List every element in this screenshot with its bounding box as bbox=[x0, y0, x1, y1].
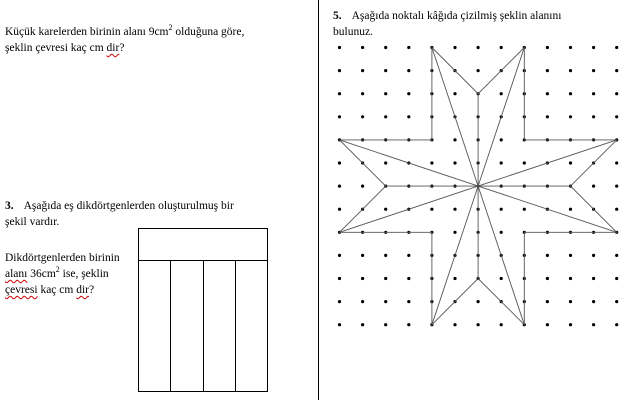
grid-dot bbox=[523, 161, 526, 164]
grid-dot bbox=[338, 208, 341, 211]
star-spoke bbox=[340, 186, 479, 232]
grid-dot bbox=[569, 161, 572, 164]
grid-dot bbox=[615, 208, 618, 211]
grid-dot bbox=[546, 69, 549, 72]
grid-dot bbox=[430, 208, 433, 211]
grid-dot bbox=[384, 46, 387, 49]
grid-dot bbox=[361, 277, 364, 280]
grid-dot bbox=[592, 254, 595, 257]
grid-dot bbox=[407, 46, 410, 49]
grid-dot bbox=[453, 231, 456, 234]
star-spoke bbox=[478, 48, 524, 187]
grid-dot bbox=[615, 323, 618, 326]
grid-dot bbox=[546, 46, 549, 49]
grid-dot bbox=[569, 115, 572, 118]
question-5-line1: Aşağıda noktalı kâğıda çizilmiş şeklin alanını bbox=[351, 10, 562, 22]
grid-dot bbox=[361, 69, 364, 72]
grid-dot bbox=[407, 277, 410, 280]
grid-dot bbox=[546, 300, 549, 303]
grid-dot bbox=[407, 92, 410, 95]
grid-dot bbox=[615, 115, 618, 118]
grid-dot bbox=[615, 185, 618, 188]
grid-dot bbox=[546, 115, 549, 118]
grid-dot bbox=[453, 161, 456, 164]
grid-dot bbox=[407, 300, 410, 303]
grid-dot bbox=[592, 115, 595, 118]
grid-dot bbox=[546, 277, 549, 280]
grid-dot bbox=[615, 92, 618, 95]
grid-dot bbox=[453, 323, 456, 326]
grid-dot bbox=[384, 323, 387, 326]
grid-dot bbox=[592, 277, 595, 280]
question-top-line2: şeklin çevresi kaç cm dir? bbox=[5, 42, 125, 54]
grid-dot bbox=[338, 115, 341, 118]
star-spokes bbox=[340, 48, 617, 325]
grid-dot bbox=[338, 323, 341, 326]
grid-dot bbox=[338, 185, 341, 188]
grid-dot bbox=[384, 300, 387, 303]
grid-dot bbox=[500, 161, 503, 164]
question-3-line4: alanı $36cm^2$ ise, şeklin bbox=[5, 265, 109, 280]
grid-dot bbox=[500, 46, 503, 49]
grid-dot bbox=[338, 92, 341, 95]
grid-dot bbox=[569, 46, 572, 49]
grid-dot bbox=[500, 277, 503, 280]
star-spoke bbox=[432, 48, 478, 187]
grid-dot bbox=[615, 161, 618, 164]
grid-dot bbox=[592, 92, 595, 95]
grid-dot bbox=[592, 46, 595, 49]
grid-dot bbox=[477, 46, 480, 49]
grid-dot bbox=[592, 323, 595, 326]
grid-dot bbox=[453, 138, 456, 141]
question-3-line5: çevresi kaç cm dir? bbox=[5, 284, 95, 296]
grid-dot bbox=[338, 300, 341, 303]
star-spoke bbox=[340, 140, 479, 186]
grid-dot bbox=[592, 185, 595, 188]
grid-dot bbox=[592, 69, 595, 72]
grid-dot bbox=[361, 92, 364, 95]
question-5-line2: bulunuz. bbox=[333, 26, 373, 38]
grid-dot bbox=[361, 323, 364, 326]
grid-dot bbox=[338, 161, 341, 164]
star-spoke bbox=[432, 186, 478, 325]
grid-dot bbox=[361, 300, 364, 303]
grid-dot bbox=[592, 300, 595, 303]
grid-dot bbox=[361, 115, 364, 118]
star-shape bbox=[340, 48, 617, 325]
grid-dot bbox=[500, 323, 503, 326]
grid-dot bbox=[500, 92, 503, 95]
grid-dot bbox=[361, 254, 364, 257]
grid-dot bbox=[546, 92, 549, 95]
question-3-line1: Aşağıda eş dikdörtgenlerden oluşturulmuş bir bbox=[23, 200, 234, 212]
grid-dot bbox=[384, 277, 387, 280]
star-spoke bbox=[478, 186, 524, 325]
grid-dot bbox=[569, 254, 572, 257]
grid-dot bbox=[407, 69, 410, 72]
grid-dot bbox=[569, 92, 572, 95]
grid-dot bbox=[384, 92, 387, 95]
grid-dot bbox=[361, 185, 364, 188]
grid-dot bbox=[569, 69, 572, 72]
star-spoke bbox=[478, 140, 617, 186]
question-top-line1: Küçük karelerden birinin alanı $9cm^2$ olduğuna göre, bbox=[5, 23, 245, 38]
grid-dot bbox=[546, 254, 549, 257]
grid-dot bbox=[338, 46, 341, 49]
grid-dot bbox=[615, 300, 618, 303]
grid-dot bbox=[338, 277, 341, 280]
grid-dot bbox=[407, 323, 410, 326]
grid-dot bbox=[453, 92, 456, 95]
grid-dot bbox=[569, 277, 572, 280]
grid-dot bbox=[407, 254, 410, 257]
question-3-line3: Dikdörtgenlerden birinin bbox=[5, 252, 120, 264]
grid-dot bbox=[338, 69, 341, 72]
grid-dot bbox=[615, 46, 618, 49]
grid-dot bbox=[361, 46, 364, 49]
grid-dot bbox=[569, 323, 572, 326]
grid-dot bbox=[384, 161, 387, 164]
question-3-number: 3. bbox=[5, 200, 14, 212]
grid-dot bbox=[615, 277, 618, 280]
grid-dot bbox=[615, 69, 618, 72]
grid-dot bbox=[615, 254, 618, 257]
grid-dot bbox=[500, 138, 503, 141]
grid-dot bbox=[477, 69, 480, 72]
grid-dot bbox=[500, 231, 503, 234]
grid-dot bbox=[338, 254, 341, 257]
grid-dot bbox=[569, 300, 572, 303]
grid-dot bbox=[523, 208, 526, 211]
grid-dot bbox=[477, 323, 480, 326]
grid-dot bbox=[384, 69, 387, 72]
grid-dot bbox=[546, 323, 549, 326]
grid-dot bbox=[384, 254, 387, 257]
question-5-number: 5. bbox=[333, 10, 342, 22]
grid-dot bbox=[569, 208, 572, 211]
star-spoke bbox=[478, 186, 617, 232]
grid-dot bbox=[384, 115, 387, 118]
grid-dot bbox=[453, 277, 456, 280]
grid-dot bbox=[407, 115, 410, 118]
grid-dot bbox=[384, 208, 387, 211]
grid-dot bbox=[500, 208, 503, 211]
grid-dot bbox=[453, 208, 456, 211]
grid-dot bbox=[453, 46, 456, 49]
question-3-line2: şekil vardır. bbox=[5, 216, 60, 228]
grid-dot bbox=[430, 161, 433, 164]
grid-dot bbox=[477, 300, 480, 303]
